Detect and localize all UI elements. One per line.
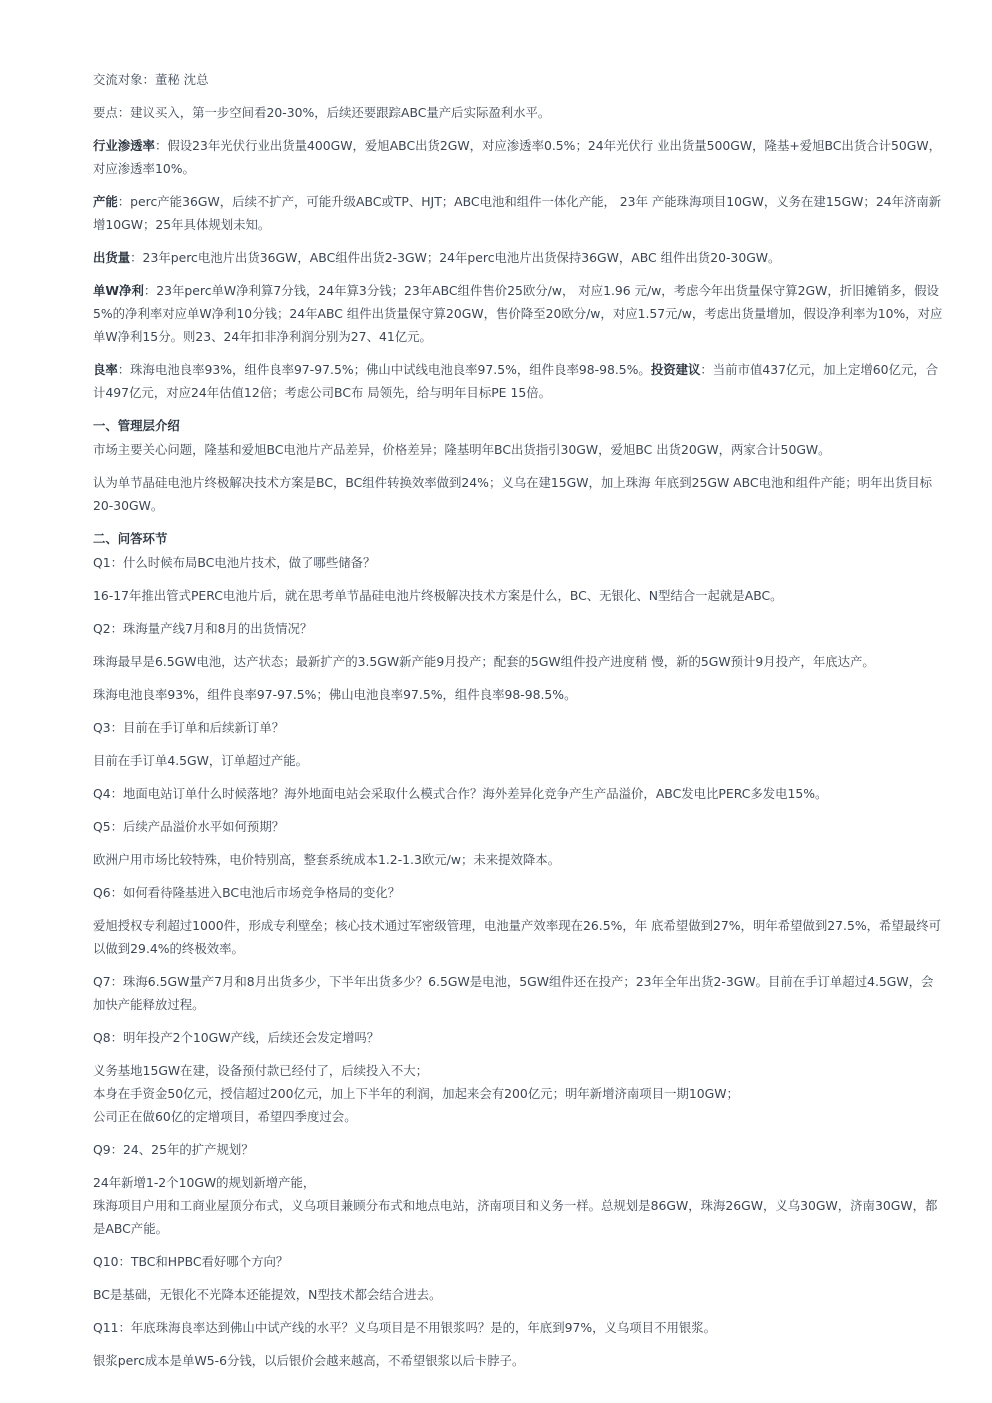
shipment-label: 出货量 [93, 250, 131, 265]
document-body [93, 68, 943, 1382]
answer-9a: 24年新增1-2个10GW的规划新增产能， [93, 1175, 316, 1190]
question-9: Q9：24、25年的扩产规划？ [93, 1142, 254, 1157]
question-8: Q8：明年投产2个10GW产线，后续还会发定增吗？ [93, 1030, 380, 1045]
answer-3: 目前在手订单4.5GW，订单超过产能。 [93, 753, 309, 768]
investment-label: 投资建议 [650, 362, 701, 377]
capacity-label: 产能 [93, 194, 118, 209]
question-5: Q5：后续产品溢价水平如何预期？ [93, 819, 285, 834]
profit-label: 单W净利 [93, 283, 144, 298]
penetration-label: 行业渗透率 [93, 138, 155, 153]
question-4: Q4：地面电站订单什么时候落地？海外地面电站会采取什么模式合作？海外差异化竞争产生产品溢价，ABC发电比PERC多发电15%。 [93, 786, 828, 801]
answer-6: 爱旭授权专利超过1000件，形成专利壁垒；核心技术通过军密级管理，电池量产效率现在26.5%，年 底希望做到27%，明年希望做到27.5%，希望最终可以做到29.4%的终极效率。 [93, 918, 942, 956]
question-3: Q3：目前在手订单和后续新订单？ [93, 720, 285, 735]
question-7: Q7：珠海6.5GW量产7月和8月出货多少，下半年出货多少？6.5GW是电池，5GW组件还在投产；23年全年出货2-3GW。目前在手订单超过4.5GW，会加快产能释放过程。 [93, 974, 934, 1012]
answer-8a: 义务基地15GW在建，设备预付款已经付了，后续投入不大； [93, 1063, 428, 1078]
answer-2a: 珠海最早是6.5GW电池，达产状态；最新扩产的3.5GW新产能9月投产；配套的5GW组件投产进度稍 慢，新的5GW预计9月投产，年底达产。 [93, 654, 875, 669]
profit-text: ：23年perc单W净利算7分钱，24年算3分钱；23年ABC组件售价25欧分/w， 对应1.96 元/w，考虑今年出货量保守算2GW，折旧摊销多，假设5%的净利率对应单W净利10分钱；24年ABC 组件出货量保守算20GW，售价降至20欧分/w，对应1.57元/w，考虑出货量增加，假设净利率为10%，对应单W净利15分。则23、24年扣非净利润分别为27、41亿元。 [93, 283, 943, 344]
answer-10: BC是基础，无银化不光降本还能提效，N型技术都会结合进去。 [93, 1287, 442, 1302]
question-10: Q10：TBC和HPBC看好哪个方向？ [93, 1254, 289, 1269]
capacity-text: ：perc产能36GW，后续不扩产，可能升级ABC或TP、HJT；ABC电池和组件一体化产能， 23年 产能珠海项目10GW，义务在建15GW；24年济南新增10GW；25年具体规划未知。 [93, 194, 942, 232]
penetration-paragraph [93, 134, 943, 180]
section-heading-management: 一、管理层介绍 [93, 418, 180, 433]
answer-5: 欧洲户用市场比较特殊，电价特别高，整套系统成本1.2-1.3欧元/w；未来提效降本。 [93, 852, 561, 867]
question-11: Q11：年底珠海良率达到佛山中试产线的水平？义乌项目是不用银浆吗？是的，年底到97%，义乌项目不用银浆。 [93, 1320, 717, 1335]
question-2: Q2：珠海量产线7月和8月的出货情况？ [93, 621, 313, 636]
contact-line: 交流对象：董秘 沈总 [93, 72, 209, 87]
profit-paragraph [93, 279, 943, 348]
question-1: Q1：什么时候布局BC电池片技术，做了哪些储备？ [93, 555, 376, 570]
answer-9b: 珠海项目户用和工商业屋顶分布式，义乌项目兼顾分布式和地点电站，济南项目和义务一样。总规划是86GW，珠海26GW，义乌30GW，济南30GW，都是ABC产能。 [93, 1198, 938, 1236]
capacity-paragraph [93, 190, 943, 236]
answer-8c: 公司正在做60亿的定增项目，希望四季度过会。 [93, 1109, 357, 1124]
question-6: Q6：如何看待隆基进入BC电池后市场竞争格局的变化？ [93, 885, 401, 900]
key-points: 要点：建议买入，第一步空间看20-30%，后续还要跟踪ABC量产后实际盈利水平。 [93, 105, 551, 120]
management-paragraph-1: 市场主要关心问题，隆基和爱旭BC电池片产品差异，价格差异；隆基明年BC出货指引30GW，爱旭BC 出货20GW，两家合计50GW。 [93, 442, 831, 457]
yield-label: 良率 [93, 362, 118, 377]
answer-1: 16-17年推出管式PERC电池片后，就在思考单节晶硅电池片终极解决技术方案是什么，BC、无银化、N型结合一起就是ABC。 [93, 588, 783, 603]
yield-text: ：珠海电池良率93%，组件良率97-97.5%；佛山中试线电池良率97.5%，组件良率98-98.5%。 [117, 362, 651, 377]
answer-11: 银浆perc成本是单W5-6分钱，以后银价会越来越高，不希望银浆以后卡脖子。 [93, 1353, 525, 1368]
yield-paragraph [93, 358, 943, 404]
shipment-paragraph [93, 246, 943, 269]
penetration-text: ：假设23年光伏行业出货量400GW，爱旭ABC出货2GW，对应渗透率0.5%；24年光伏行 业出货量500GW，隆基+爱旭BC出货合计50GW，对应渗透率10%。 [93, 138, 942, 176]
answer-8b: 本身在手资金50亿元，授信超过200亿元，加上下半年的利润，加起来会有200亿元；明年新增济南项目一期10GW； [93, 1086, 739, 1101]
investment-text: ：当前市值437亿元，加上定增60亿元，合计497亿元，对应24年估值12倍；考虑公司BC布 局领先，给与明年目标PE 15倍。 [93, 362, 939, 400]
management-paragraph-2: 认为单节晶硅电池片终极解决技术方案是BC，BC组件转换效率做到24%；义乌在建15GW，加上珠海 年底到25GW ABC电池和组件产能；明年出货目标20-30GW。 [93, 475, 933, 513]
shipment-text: ：23年perc电池片出货36GW，ABC组件出货2-3GW；24年perc电池片出货保持36GW，ABC 组件出货20-30GW。 [130, 250, 781, 265]
section-heading-qa: 二、问答环节 [93, 531, 168, 546]
answer-2b: 珠海电池良率93%，组件良率97-97.5%；佛山电池良率97.5%，组件良率98-98.5%。 [93, 687, 577, 702]
